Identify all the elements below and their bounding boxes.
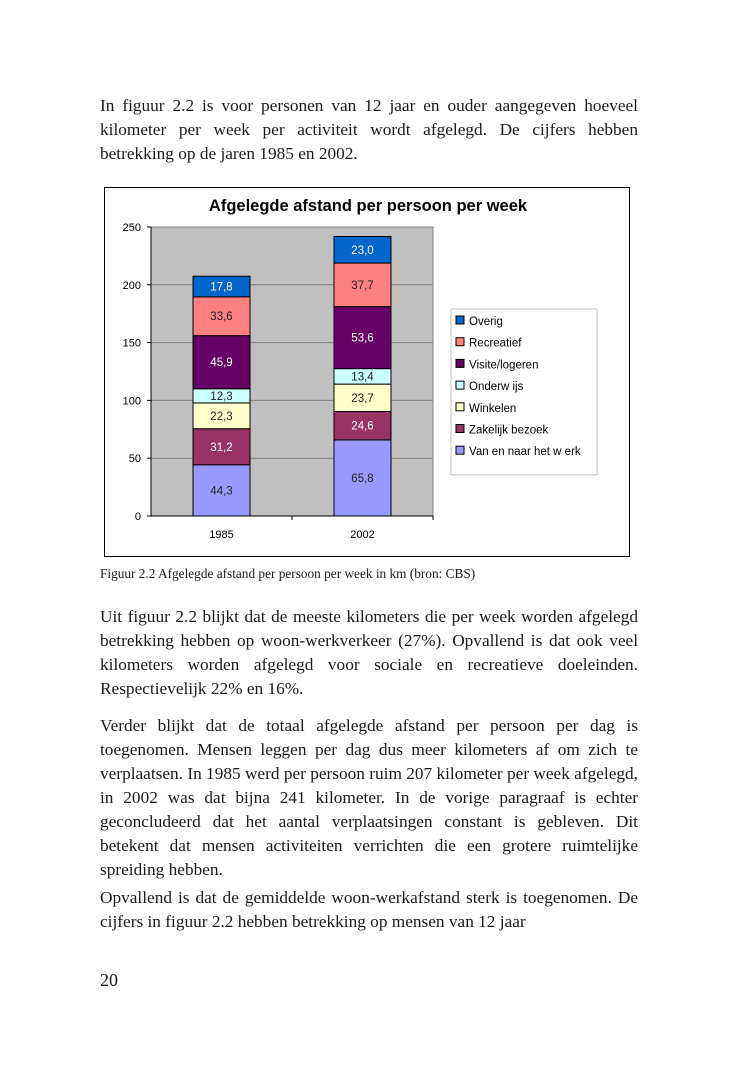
data-label: 45,9 [210,357,233,370]
chart-title: Afgelegde afstand per persoon per week [208,197,528,215]
data-label: 13,4 [351,371,374,384]
data-label: 37,7 [351,279,374,292]
legend-label: Zakelijk bezoek [469,424,549,437]
data-label: 65,8 [351,472,374,485]
data-label: 17,8 [210,281,233,294]
data-label: 22,3 [210,410,233,423]
legend-label: Van en naar het w erk [469,446,581,459]
body-paragraph-1: Uit figuur 2.2 blijkt dat de meeste kilometers die per week worden afgelegd betrekking hebben op woon-werkverkeer (27%). Opvallend is dat ook veel kilometers worden afgelegd voor sociale en recreatieve doeleinden. Respectievelijk 22% en 16%. [100,607,638,698]
legend-swatch [456,446,464,454]
legend-swatch [456,338,464,346]
legend-swatch [456,381,464,389]
x-tick-label: 2002 [350,529,375,541]
y-tick-label: 200 [122,279,141,292]
legend-swatch [456,359,464,367]
page-number: 20 [100,970,118,990]
stacked-bar-chart [105,188,631,558]
legend-label: Winkelen [469,402,517,415]
y-tick-label: 100 [122,395,141,408]
legend-label: Visite/logeren [469,359,539,372]
legend-label: Overig [469,316,503,328]
figure-caption: Figuur 2.2 Afgelegde afstand per persoon per week in km (bron: CBS) [100,566,476,581]
y-tick-label: 50 [128,453,141,466]
y-tick-label: 150 [122,337,141,350]
data-label: 53,6 [351,332,374,345]
y-tick-label: 250 [122,222,141,234]
figure-chart [104,187,630,557]
intro-paragraph: In figuur 2.2 is voor personen van 12 jaar en ouder aangegeven hoeveel kilometer per week per activiteit wordt afgelegd. De cijfers hebben betrekking op de jaren 1985 en 2002. [100,96,638,163]
data-label: 33,6 [210,311,233,324]
body-paragraph-2: Verder blijkt dat de totaal afgelegde afstand per persoon per dag is toegenomen. Mensen leggen per dag dus meer kilometers af om zich te verplaatsen. In 1985 werd per persoon ruim 207 kilometer per week afgelegd, in 2002 was dat bijna 241 kilometer. In de vorige paragraaf is echter geconcludeerd dat het aantal verplaatsingen constant is gebleven. Dit betekent dat mensen activiteiten verrichten die een grotere ruimtelijke spreiding hebben. [100,716,638,879]
body-paragraph-3: Opvallend is dat de gemiddelde woon-werkafstand sterk is toegenomen. De cijfers in figuur 2.2 hebben betrekking op mensen van 12 jaar [100,888,638,931]
data-label: 23,7 [351,392,374,405]
data-label: 12,3 [210,390,233,403]
data-label: 24,6 [351,420,374,433]
legend-swatch [456,425,464,433]
data-label: 44,3 [210,485,233,498]
data-label: 31,2 [210,441,233,454]
legend-swatch [456,316,464,324]
legend-swatch [456,403,464,411]
data-label: 23,0 [351,244,374,257]
x-tick-label: 1985 [209,529,234,541]
legend-label: Onderw ijs [469,381,524,394]
legend-label: Recreatief [469,337,522,350]
y-tick-label: 0 [134,511,141,523]
